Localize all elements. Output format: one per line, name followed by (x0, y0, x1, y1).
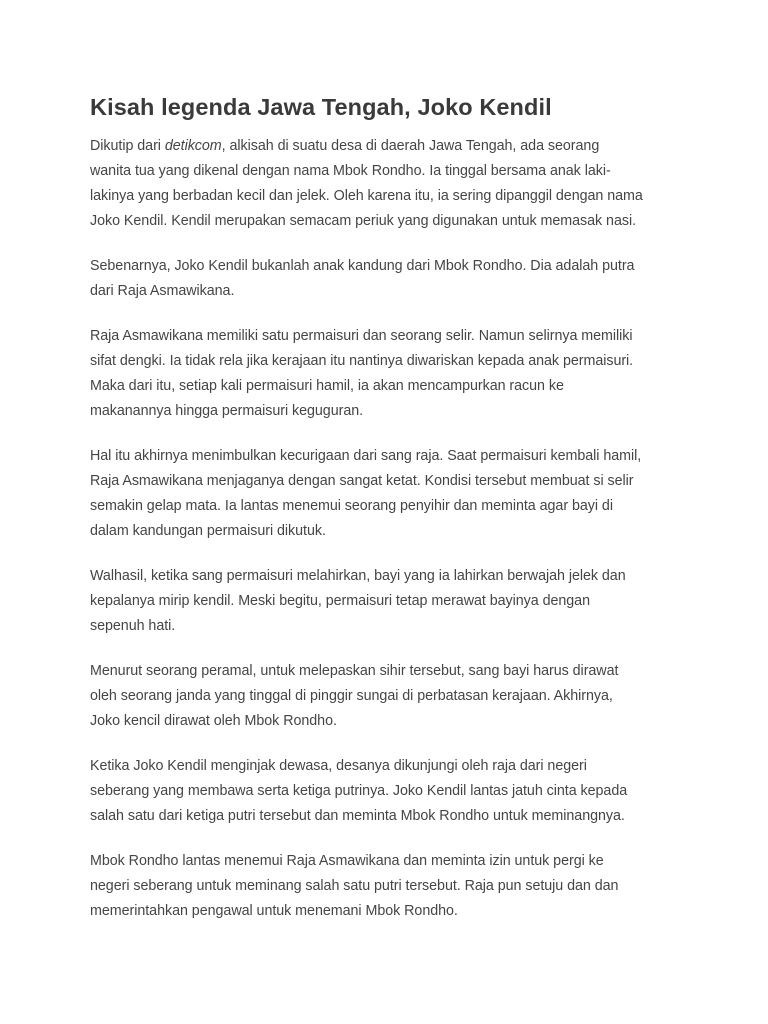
paragraph-line: Raja Asmawikana menjaganya dengan sangat ketat. Kondisi tersebut membuat si selir (90, 473, 634, 489)
paragraph-line: semakin gelap mata. Ia lantas menemui seorang penyihir dan meminta agar bayi di (90, 498, 613, 514)
document-page (90, 90, 690, 944)
paragraph-line: Joko kencil dirawat oleh Mbok Rondho. (90, 713, 337, 729)
paragraph-line: Joko Kendil. Kendil merupakan semacam periuk yang digunakan untuk memasak nasi. (90, 213, 636, 229)
body-paragraph (90, 324, 690, 424)
paragraph-line: oleh seorang janda yang tinggal di pinggir sungai di perbatasan kerajaan. Akhirnya, (90, 688, 613, 704)
intro-paragraph (90, 134, 690, 234)
intro-line1-rest: , alkisah di suatu desa di daerah Jawa Tengah, ada seorang (221, 138, 600, 154)
source-name: detikcom (164, 138, 222, 154)
article-title: Kisah legenda Jawa Tengah, Joko Kendil (90, 94, 552, 120)
paragraph-line: wanita tua yang dikenal dengan nama Mbok Rondho. Ia tinggal bersama anak laki- (90, 163, 611, 179)
paragraph-line: Sebenarnya, Joko Kendil bukanlah anak kandung dari Mbok Rondho. Dia adalah putra (90, 258, 635, 274)
paragraph-line: Menurut seorang peramal, untuk melepaskan sihir tersebut, sang bayi harus dirawat (90, 663, 619, 679)
body-paragraph (90, 754, 690, 829)
body-paragraph (90, 849, 690, 924)
paragraph-line: negeri seberang untuk meminang salah satu putri tersebut. Raja pun setuju dan dan (90, 878, 619, 894)
paragraph-line: makanannya hingga permaisuri keguguran. (90, 403, 364, 419)
paragraph-line: Raja Asmawikana memiliki satu permaisuri dan seorang selir. Namun selirnya memiliki (90, 328, 633, 344)
paragraph-line: memerintahkan pengawal untuk menemani Mbok Rondho. (90, 903, 458, 919)
intro-prefix: Dikutip dari (90, 138, 165, 154)
paragraph-line: sifat dengki. Ia tidak rela jika kerajaan itu nantinya diwariskan kepada anak permaisuri. (90, 353, 634, 369)
paragraph-line: seberang yang membawa serta ketiga putrinya. Joko Kendil lantas jatuh cinta kepada (90, 783, 628, 799)
paragraph-line: Ketika Joko Kendil menginjak dewasa, desanya dikunjungi oleh raja dari negeri (90, 758, 587, 774)
paragraph-line: Hal itu akhirnya menimbulkan kecurigaan dari sang raja. Saat permaisuri kembali hamil, (90, 448, 642, 464)
paragraph-line: Mbok Rondho lantas menemui Raja Asmawikana dan meminta izin untuk pergi ke (90, 853, 604, 869)
paragraph-line: kepalanya mirip kendil. Meski begitu, permaisuri tetap merawat bayinya dengan (90, 593, 590, 609)
body-paragraph (90, 564, 690, 639)
body-paragraph (90, 444, 690, 544)
paragraph-line: dari Raja Asmawikana. (90, 283, 235, 299)
paragraph-line: dalam kandungan permaisuri dikutuk. (90, 523, 326, 539)
body-paragraph (90, 659, 690, 734)
paragraph-line: Maka dari itu, setiap kali permaisuri hamil, ia akan mencampurkan racun ke (90, 378, 564, 394)
paragraph-line: salah satu dari ketiga putri tersebut dan meminta Mbok Rondho untuk meminangnya. (90, 808, 625, 824)
body-paragraph (90, 254, 690, 304)
paragraph-line: sepenuh hati. (90, 618, 176, 634)
paragraph-line (90, 134, 690, 159)
paragraph-line: lakinya yang berbadan kecil dan jelek. Oleh karena itu, ia sering dipanggil dengan nama (90, 188, 643, 204)
paragraph-line: Walhasil, ketika sang permaisuri melahirkan, bayi yang ia lahirkan berwajah jelek dan (90, 568, 626, 584)
